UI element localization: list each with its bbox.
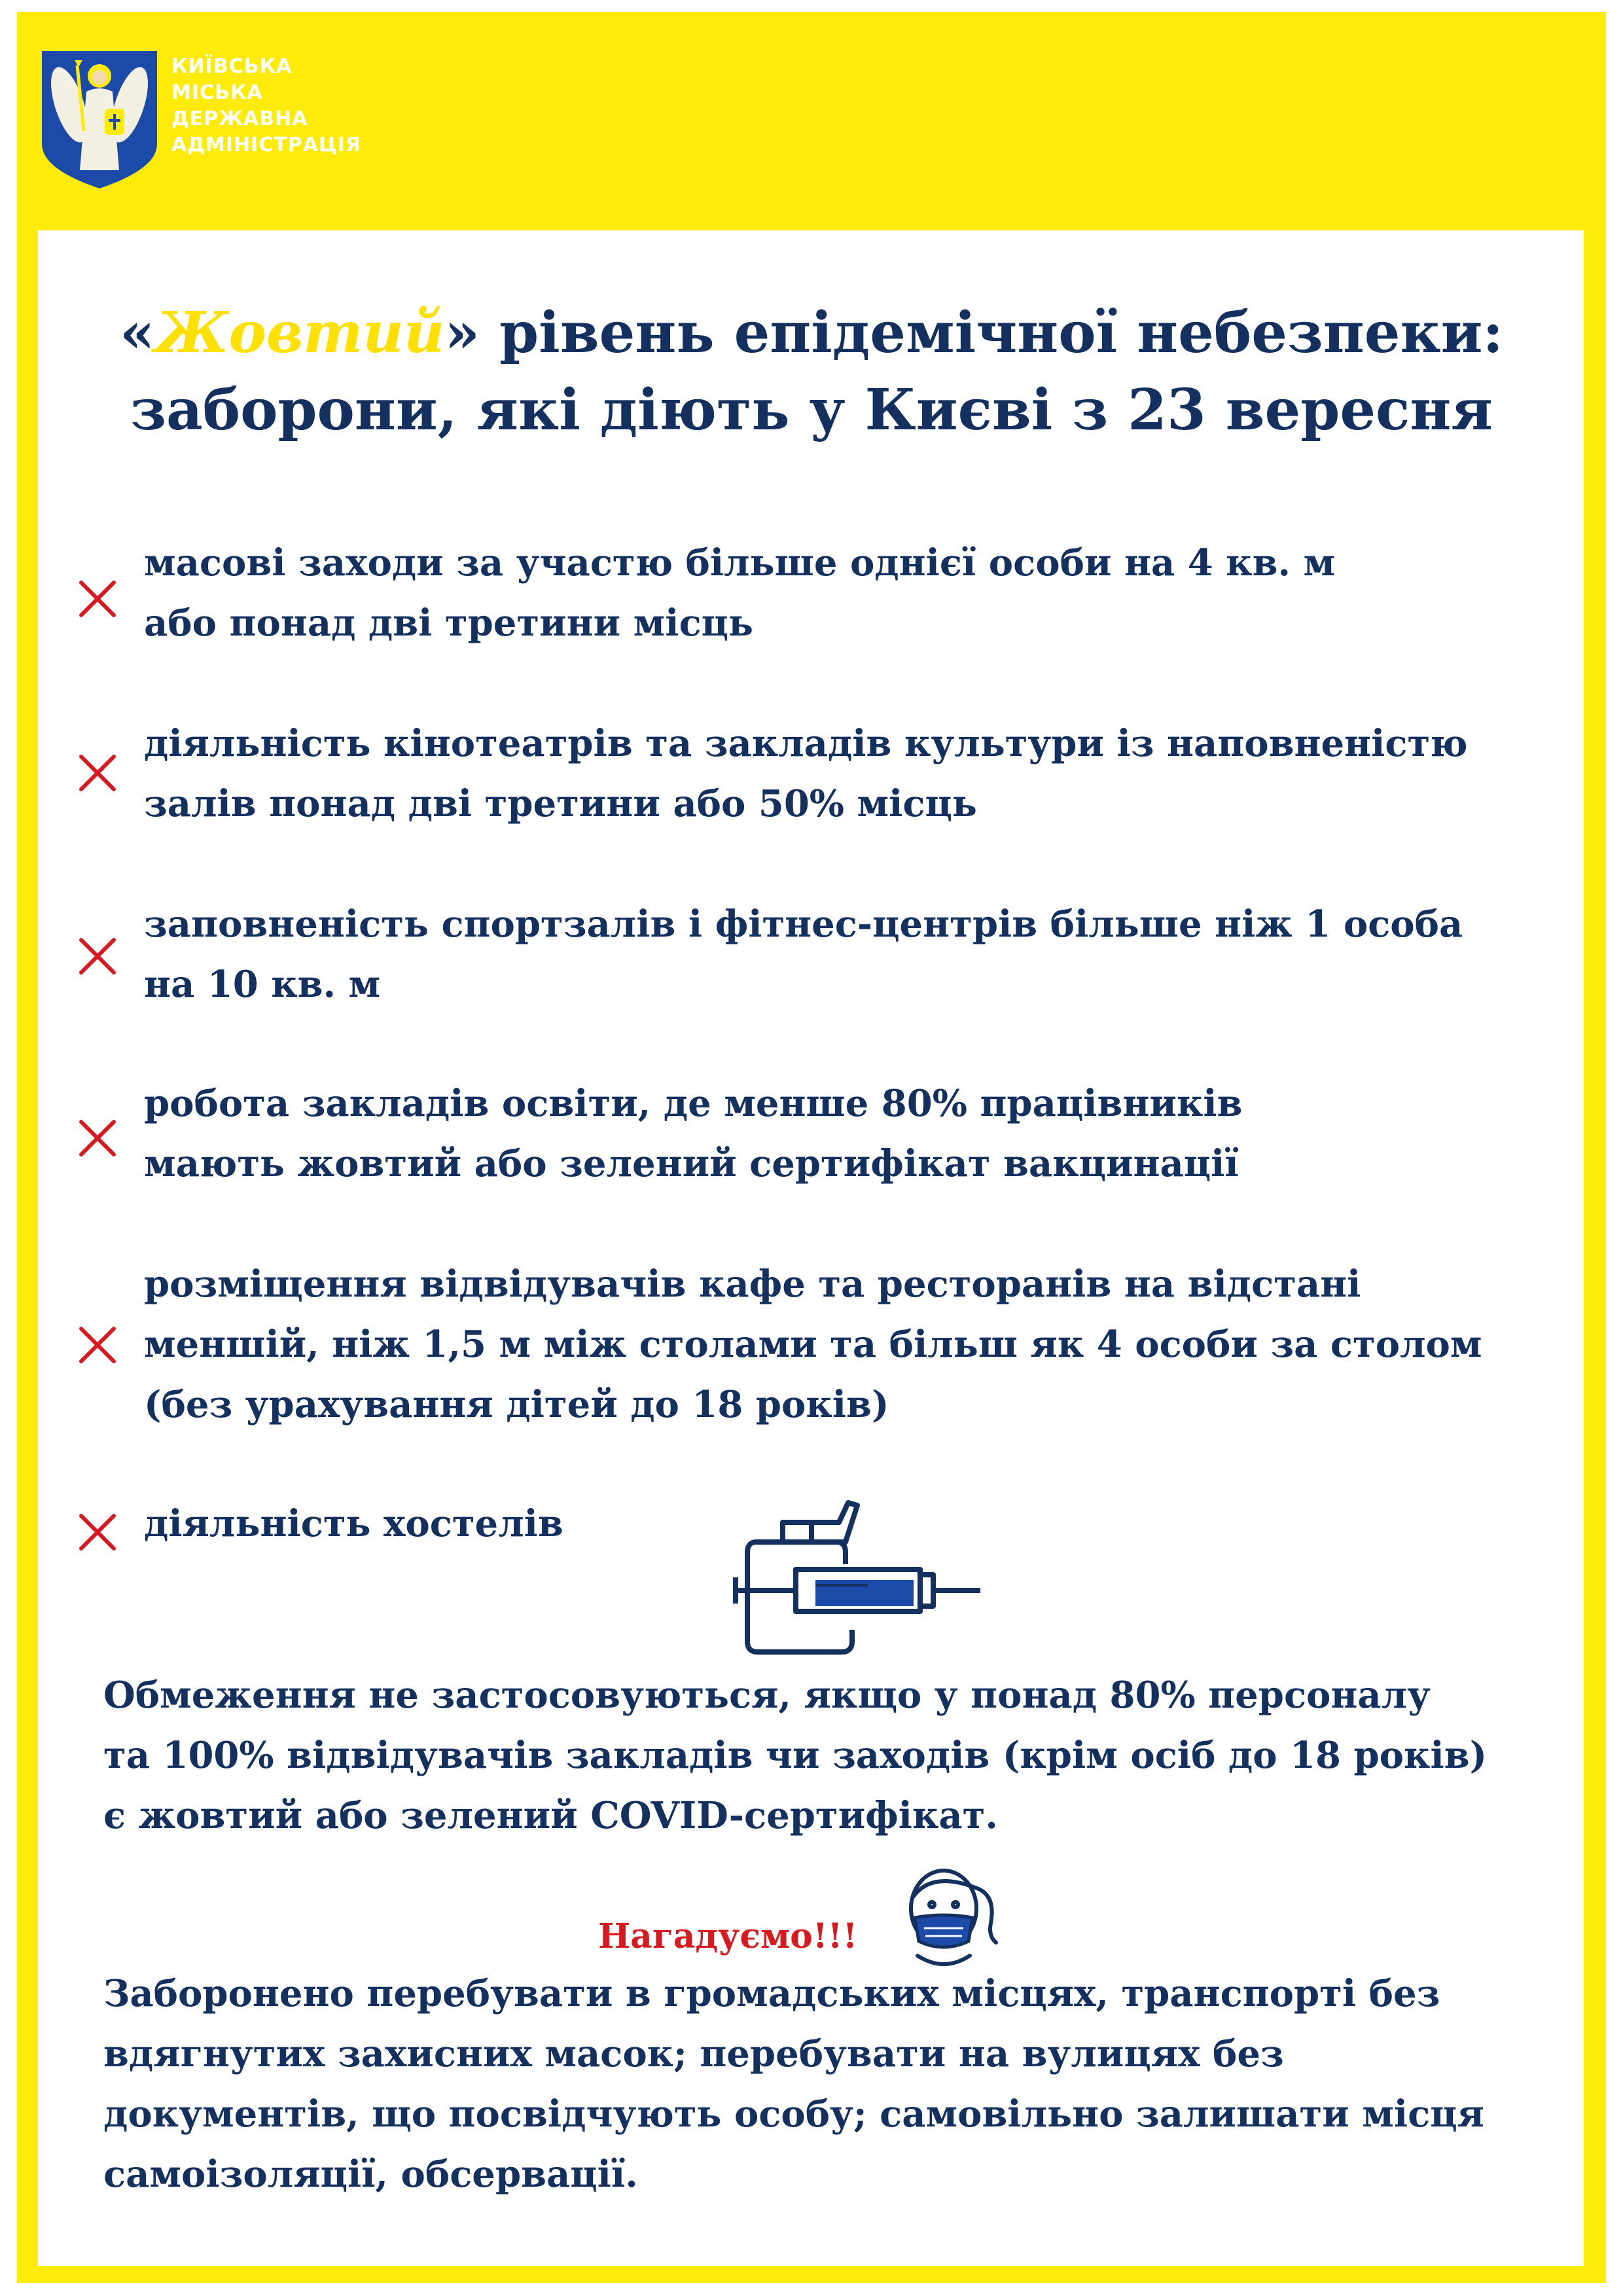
exemption-note — [103, 1665, 1487, 1846]
restriction-item — [144, 1254, 1482, 1435]
cross-icon — [77, 1325, 118, 1365]
page-title — [0, 295, 1623, 449]
reminder-line: документів, що посвідчують особу; самовільно залишати місця — [103, 2092, 1485, 2136]
reminder-line: самоізоляції, обсервації. — [103, 2153, 638, 2196]
org-name — [171, 54, 361, 158]
restriction-line: залів понад дві третини або 50% місць — [144, 782, 977, 825]
org-name-line: МІСЬКА — [171, 81, 263, 104]
restriction-item — [144, 1494, 563, 1554]
org-name-line: АДМІНІСТРАЦІЯ — [171, 134, 362, 156]
restriction-line: робота закладів освіти, де менше 80% працівників — [144, 1082, 1243, 1125]
note-line: є жовтий або зелений COVID-сертифікат. — [103, 1794, 998, 1837]
org-name-line: КИЇВСЬКА — [171, 55, 293, 78]
restriction-item — [144, 894, 1463, 1014]
restriction-line: меншій, ніж 1,5 м між столами та більш як 4 особи за столом — [144, 1323, 1482, 1366]
kyiv-coat-of-arms-icon — [37, 46, 162, 192]
restriction-item — [144, 533, 1335, 653]
reminder-line: вдягнутих захисних масок; перебувати на вулицях без — [103, 2032, 1284, 2075]
note-line: Обмеження не застосовуються, якщо у понад 80% персоналу — [103, 1674, 1431, 1717]
restriction-line: на 10 кв. м — [144, 963, 381, 1006]
restriction-line: заповненість спортзалів і фітнес-центрів більше ніж 1 особа — [144, 903, 1463, 946]
title-line1-rest: » рівень епідемічної небезпеки: — [444, 300, 1504, 366]
vaccine-syringe-icon — [717, 1499, 986, 1662]
cross-icon — [77, 579, 118, 619]
restriction-line: або понад дві третини місць — [144, 601, 754, 645]
restriction-line: масові заходи за участю більше однієї особи на 4 кв. м — [144, 541, 1336, 584]
reminder-label: Нагадуємо!!! — [598, 1916, 858, 1956]
reminder-text — [103, 1964, 1484, 2204]
restriction-line: розміщення відвідувачів кафе та ресторанів на відстані — [144, 1263, 1361, 1306]
cross-icon — [77, 753, 118, 793]
restriction-line: (без урахування дітей до 18 років) — [144, 1383, 889, 1426]
cross-icon — [77, 1118, 118, 1158]
restriction-line: мають жовтий або зелений сертифікат вакцинації — [144, 1142, 1239, 1185]
restriction-line: діяльність хостелів — [144, 1502, 563, 1545]
restriction-item — [144, 713, 1468, 834]
reminder-line: Заборонено перебувати в громадських місцях, транспорті без — [103, 1972, 1440, 2015]
note-line: та 100% відвідувачів закладів чи заходів (крім осіб до 18 років) — [103, 1734, 1488, 1777]
masked-person-icon — [891, 1857, 1003, 1975]
org-name-line: ДЕРЖАВНА — [171, 107, 308, 130]
cross-icon — [77, 1512, 118, 1552]
title-line2: заборони, які діють у Києві з 23 вересня — [130, 377, 1493, 443]
title-open-quote: « — [119, 300, 155, 366]
restriction-line: діяльність кінотеатрів та закладів культури із наповненістю — [144, 722, 1468, 765]
cross-icon — [77, 936, 118, 977]
title-highlight: Жовтий — [154, 300, 445, 366]
restriction-item — [144, 1073, 1243, 1194]
